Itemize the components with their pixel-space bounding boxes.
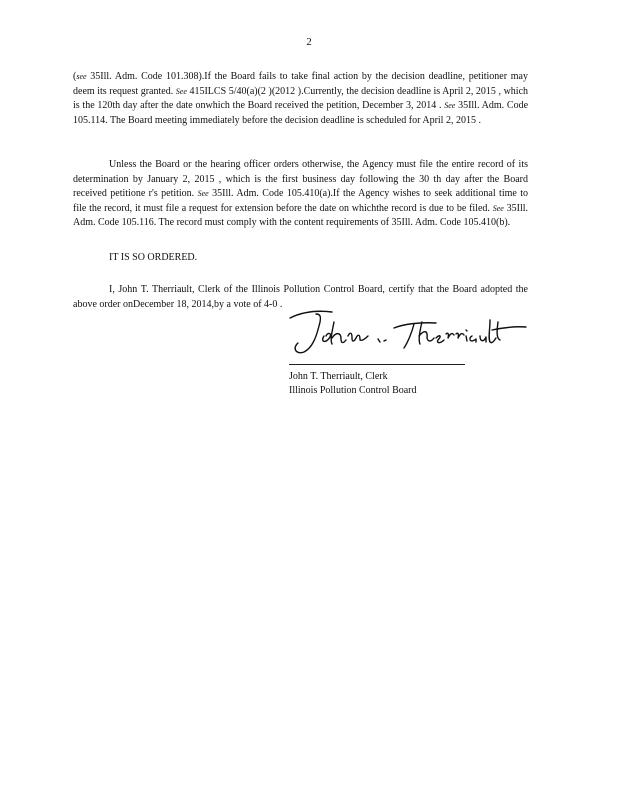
see-citation: See <box>197 189 209 198</box>
signature-line <box>289 364 465 365</box>
record-filing-paragraph <box>73 158 528 231</box>
handwritten-signature <box>286 308 531 360</box>
signer-name-title: John T. Therriault, Clerk <box>289 371 388 382</box>
deadline-paragraph: (see 35Ill. Adm. Code 101.308).If the Board fails to take final action by the decision deadline, petitioner may deem its request granted. See 415ILCS 5/40(a)(2 )(2012 ).Currently, the decision deadline is April 2, 2015 , which is the 120th day after the date onwhich the Board received the petition, December 3, 2014 . See 35Ill. Adm. Code 105.114. The Board meeting immediately before the decision deadline is scheduled for April 2, 2015 . <box>73 71 529 126</box>
paragraph-text: 35Ill. Adm. Code 105.410(a).If the Agency wishes to seek additional time to file the record, it must file a request for extension before the date on whichthe record is due to be filed. <box>73 188 529 214</box>
paragraph-text: 415ILCS 5/40(a)(2 )(2012 ).Currently, the decision deadline is April 2, 2015 , which is the 120th day after the date onwhich the Board received the petition, December 3, 2014 . <box>73 85 529 111</box>
see-citation: see <box>76 72 87 81</box>
paragraph-text: 35Ill. Adm. Code 105.114. The Board meeting immediately before the decision deadline is scheduled for April 2, 2015 . <box>73 100 529 126</box>
see-citation: See <box>444 101 456 110</box>
order-statement: IT IS SO ORDERED. <box>109 252 198 263</box>
certification-text: I, John T. Therriault, Clerk of the Illinois Pollution Control Board, certify that the Board adopted the above order onDecember 18, 2014,by a vote of 4-0 . <box>73 284 528 310</box>
paragraph-text: Unless the Board or the hearing officer orders otherwise, the Agency must file the entire record of its determination by January 2, 2015 , which is the first business day following the 30 th day after the Board received petitione r's petition. <box>73 159 528 199</box>
see-citation: See <box>175 86 187 96</box>
page-number: 2 <box>306 36 312 48</box>
signer-organization: Illinois Pollution Control Board <box>289 384 417 396</box>
signer-block <box>289 370 417 397</box>
paragraph-text: 35Ill. Adm. Code 101.308).If the Board fails to take final action by the decision deadline, petitioner may deem its request granted. <box>73 71 528 97</box>
see-citation: See <box>492 203 504 213</box>
paragraph-text: 35Ill. Adm. Code 105.116. The record must comply with the content requirements of 35Ill. Adm. Code 105.410(b). <box>73 202 528 228</box>
